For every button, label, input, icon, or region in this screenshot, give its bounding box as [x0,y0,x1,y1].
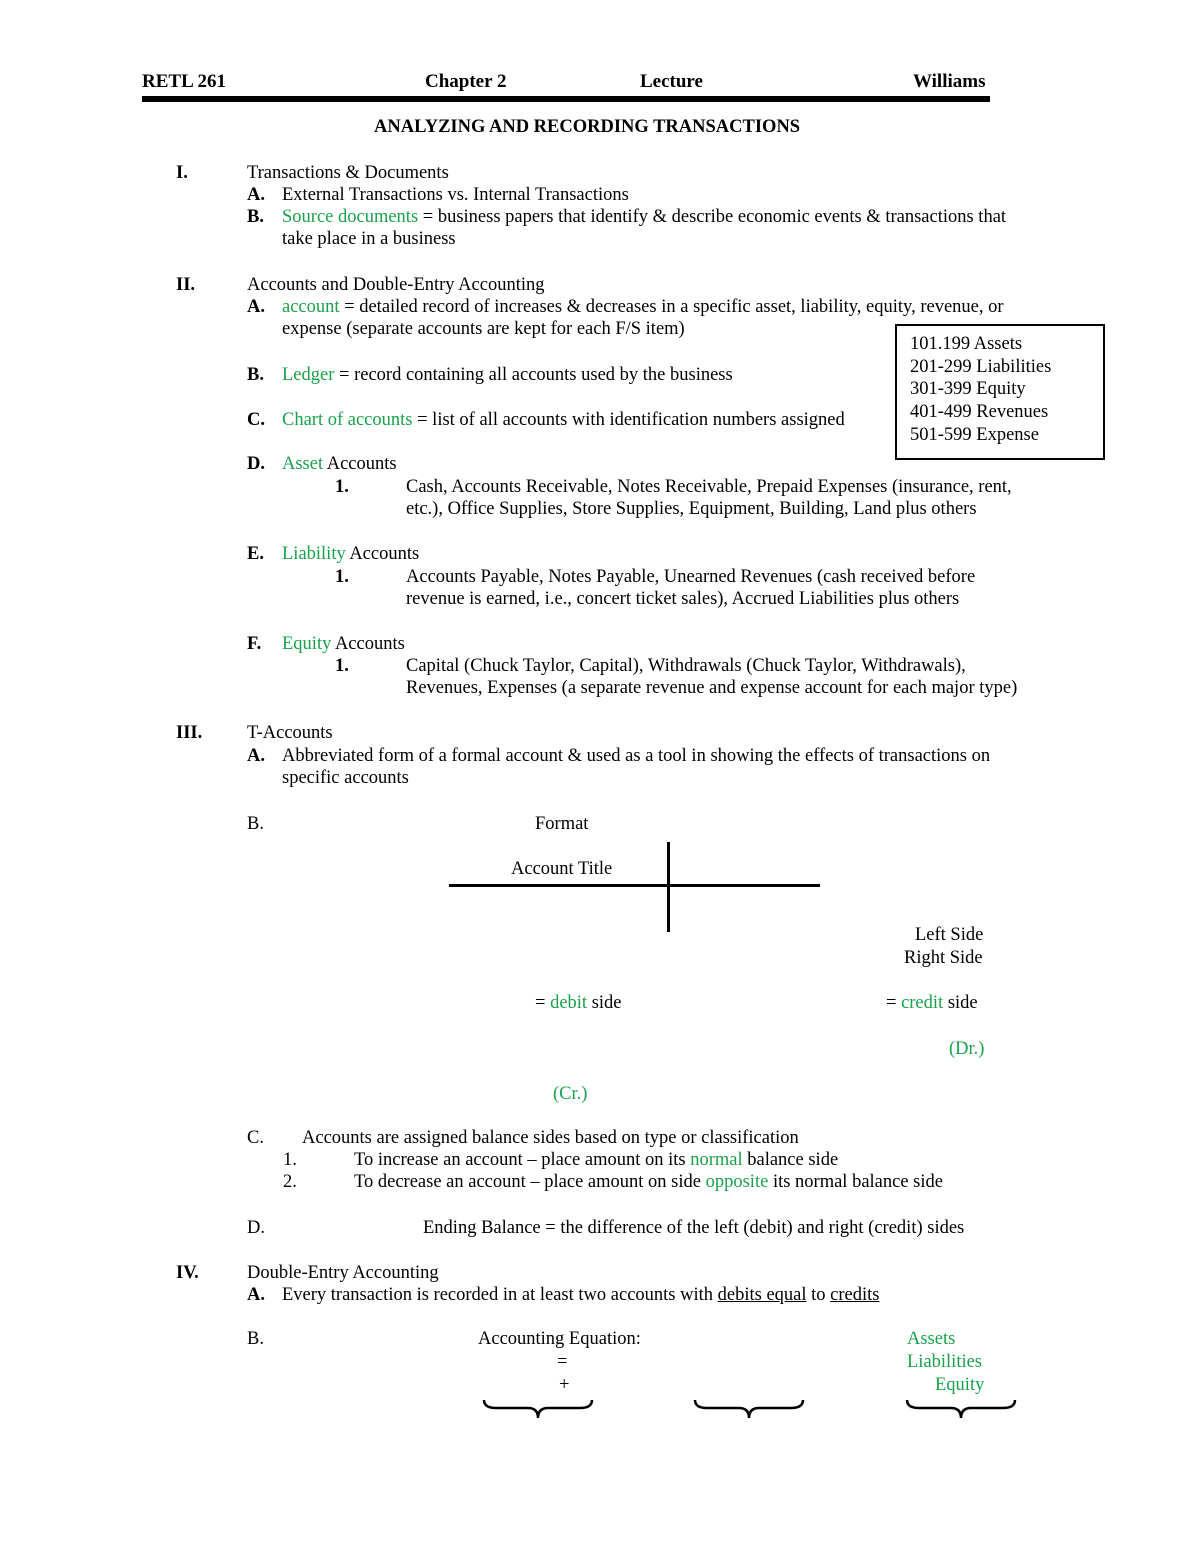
item-text-body: Accounts [323,454,397,474]
term-highlight: Liability [282,544,346,564]
box-line: 201-299 Liabilities [910,357,1052,377]
section-4-heading: Double-Entry Accounting [247,1263,439,1283]
term-highlight: normal [690,1150,743,1170]
subitem-text: Accounts Payable, Notes Payable, Unearned Revenues (cash received before [406,567,976,587]
left-side-label: Left Side [915,925,984,945]
subitem-text: Capital (Chuck Taylor, Capital), Withdrawals (Chuck Taylor, Withdrawals), [406,656,966,676]
item-text: Accounts are assigned balance sides based on type or classification [302,1128,799,1148]
section-2-heading: Accounts and Double-Entry Accounting [247,275,545,295]
t-account-vertical-line [667,842,670,932]
item-text [282,206,1006,228]
brace-icon [905,1398,1017,1422]
subitem-label: 1. [335,567,349,587]
equation-liabilities: Liabilities [907,1352,983,1372]
side-word: side [943,993,978,1013]
chart-of-accounts-box [895,324,1105,460]
section-2-number: II. [176,275,196,295]
term-highlight: Source documents [282,207,419,227]
box-line: 101.199 Assets [910,334,1023,354]
subitem-text-continuation: Revenues, Expenses (a separate revenue and expense account for each major type) [406,678,1018,698]
subitem-label: 1. [283,1150,297,1170]
item-text [282,409,845,431]
subitem-text [354,1171,943,1193]
subitem-text-body: balance side [742,1150,839,1170]
item-text-body: Every transaction is recorded in at least two accounts with [282,1285,718,1305]
item-text [282,453,397,475]
item-text-continuation: specific accounts [282,768,409,788]
term-highlight: credit [901,993,944,1013]
equation-equity: Equity [935,1375,985,1395]
box-line: 501-599 Expense [910,425,1039,445]
underlined-phrase: debits equal [717,1285,807,1305]
plus-sign: + [559,1375,570,1395]
subitem-text-body: To increase an account – place amount on its [354,1150,691,1170]
subitem-text-body: its normal balance side [768,1172,943,1192]
item-label: A. [247,297,265,317]
section-1-heading: Transactions & Documents [247,163,449,183]
section-1-number: I. [176,163,188,183]
item-text: Abbreviated form of a formal account & used as a tool in showing the effects of transactions on [282,746,991,766]
subitem-text-continuation: revenue is earned, i.e., concert ticket sales), Accrued Liabilities plus others [406,589,960,609]
cr-abbreviation: (Cr.) [553,1084,588,1104]
item-text: External Transactions vs. Internal Transactions [282,185,629,205]
subitem-label: 1. [335,477,349,497]
section-3-number: III. [176,723,203,743]
subitem-label: 2. [283,1172,297,1192]
term-highlight: Ledger [282,365,335,385]
item-text: Ending Balance = the difference of the left (debit) and right (credit) sides [423,1218,965,1238]
item-label: E. [247,544,264,564]
item-label: D. [247,454,265,474]
term-highlight: Equity [282,634,332,654]
item-label: D. [247,1218,265,1238]
dr-abbreviation: (Dr.) [949,1039,985,1059]
term-highlight: debit [550,993,588,1013]
equation-label: Accounting Equation: [478,1329,641,1349]
item-text [282,543,419,565]
item-label: B. [247,814,264,834]
section-4-number: IV. [176,1263,199,1283]
underlined-phrase: credits [830,1285,880,1305]
item-label: B. [247,207,264,227]
item-text-body: = business papers that identify & describe economic events & transactions that [418,207,1007,227]
equation-assets: Assets [907,1329,956,1349]
item-text-body: Accounts [345,544,420,564]
header-chapter: Chapter 2 [425,71,507,92]
t-account-title: Account Title [511,859,613,879]
box-line: 301-399 Equity [910,379,1026,399]
term-highlight: account [282,297,340,317]
equals-sign: = [557,1352,568,1372]
header-author: Williams [913,71,986,92]
side-word: side [587,993,622,1013]
item-text [282,364,733,386]
brace-icon [693,1398,805,1422]
item-label: A. [247,185,265,205]
item-text-body: Accounts [331,634,405,654]
right-side-label: Right Side [904,948,983,968]
item-label: C. [247,1128,264,1148]
credit-side-label [886,992,978,1014]
term-highlight: Chart of accounts [282,410,413,430]
section-3-heading: T-Accounts [247,723,333,743]
item-text-continuation: expense (separate accounts are kept for each F/S item) [282,319,685,339]
item-text [282,296,1004,318]
subitem-label: 1. [335,656,349,676]
debit-side-label [535,992,622,1014]
item-label: C. [247,410,265,430]
header-course: RETL 261 [142,71,226,92]
box-line: 401-499 Revenues [910,402,1049,422]
header-rule [142,96,990,102]
brace-icon [482,1398,594,1422]
subitem-text-continuation: etc.), Office Supplies, Store Supplies, Equipment, Building, Land plus others [406,499,977,519]
item-text [282,1284,879,1306]
subitem-text [354,1149,838,1171]
item-label: A. [247,1285,265,1305]
item-label: B. [247,365,264,385]
item-label: A. [247,746,265,766]
term-highlight: Asset [282,454,324,474]
item-text-continuation: take place in a business [282,229,456,249]
page-title: ANALYZING AND RECORDING TRANSACTIONS [374,117,801,137]
item-text-body: = list of all accounts with identification numbers assigned [412,410,845,430]
header-type: Lecture [640,71,703,92]
item-label: B. [247,1329,264,1349]
item-text [282,633,405,655]
item-text-body: = detailed record of increases & decreases in a specific asset, liability, equity, revenue, or [339,297,1004,317]
subitem-text-body: To decrease an account – place amount on side [354,1172,706,1192]
item-text-body: = record containing all accounts used by the business [334,365,733,385]
t-account-horizontal-line [449,884,820,887]
equals-sign: = [535,993,551,1013]
item-label: F. [247,634,262,654]
item-text-body: to [806,1285,831,1305]
subitem-text: Cash, Accounts Receivable, Notes Receivable, Prepaid Expenses (insurance, rent, [406,477,1012,497]
term-highlight: opposite [705,1172,769,1192]
format-label: Format [535,814,589,834]
equals-sign: = [886,993,902,1013]
